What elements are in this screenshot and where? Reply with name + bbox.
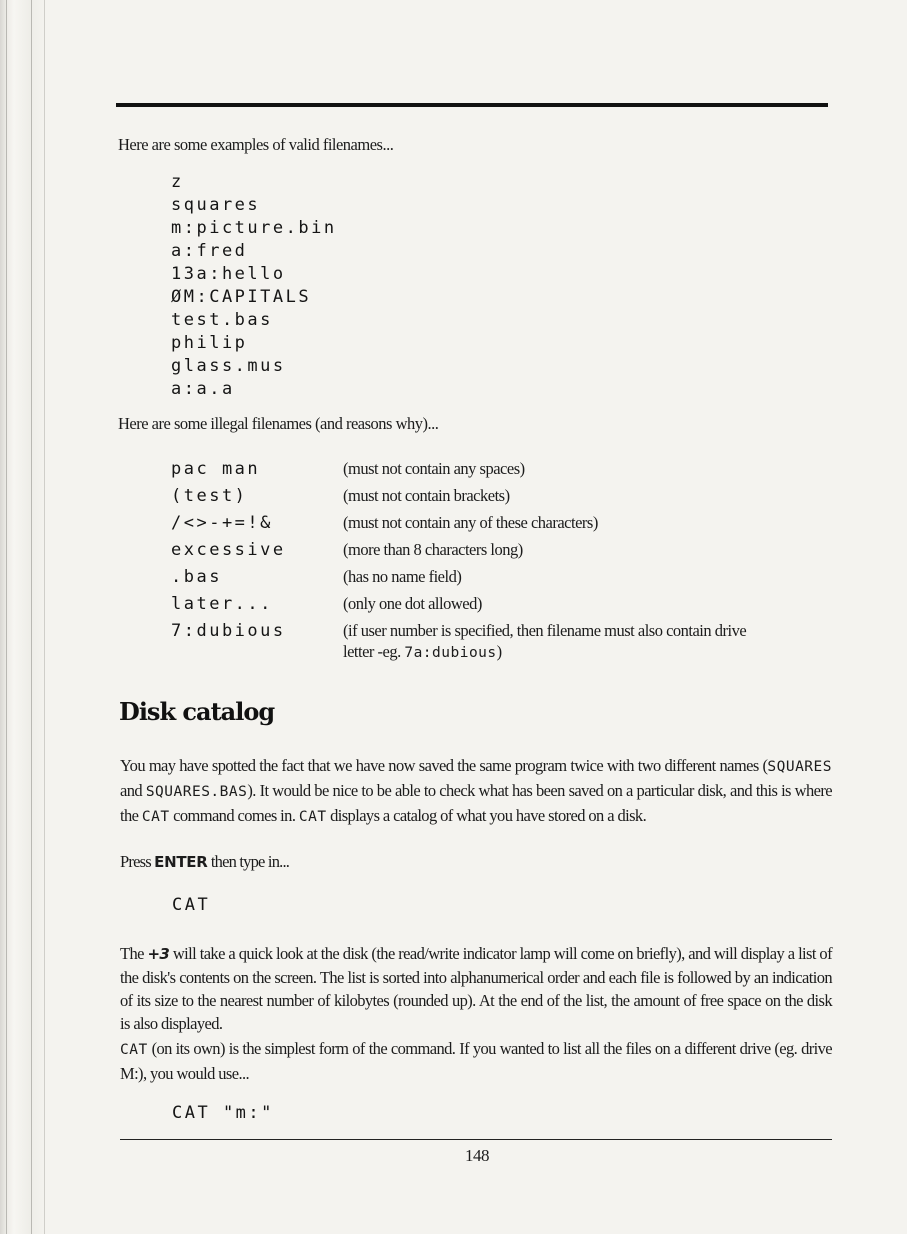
illegal-reason: (more than 8 characters long) [343, 540, 523, 559]
valid-filenames-list [171, 171, 337, 401]
plus3-logo-text: +3 [147, 945, 170, 963]
valid-filename: philip [171, 333, 248, 353]
valid-filename: 13a:hello [171, 264, 286, 284]
illegal-filename: 7:dubious [171, 621, 286, 641]
valid-filename: ØM:CAPITALS [171, 287, 312, 307]
spine-edge-line [44, 0, 45, 1234]
illegal-filename: /<>-+=!& [171, 513, 273, 533]
inline-code: 7a:dubious [404, 645, 497, 661]
header-rule [116, 103, 828, 107]
inline-code: CAT [120, 1042, 148, 1058]
valid-filename: a:fred [171, 241, 248, 261]
book-spine-shadow [0, 0, 46, 1234]
illegal-reason: (only one dot allowed) [343, 594, 482, 613]
inline-code: SQUARES [767, 759, 832, 775]
intro-illegal-filenames: Here are some illegal filenames (and reasons why)... [118, 414, 439, 433]
illegal-filename: excessive [171, 540, 286, 560]
illegal-filename: later... [171, 594, 273, 614]
paragraph-cat-drive: CAT (on its own) is the simplest form of the command. If you wanted to list all the files on a different drive (eg. drive M:), you would use... [120, 1039, 832, 1083]
inline-code: CAT [298, 809, 327, 825]
paragraph-disk-catalog: You may have spotted the fact that we have now saved the same program twice with two different names (SQUARES and SQUARES.BAS). It would be nice to be able to check what has been saved on a particular disk, and this is where the CAT command comes in. CAT displays a catalog of what you have stored on a disk. [120, 756, 832, 825]
spine-edge-line [6, 0, 7, 1234]
illegal-filename: .bas [171, 567, 222, 587]
valid-filename: test.bas [171, 310, 273, 330]
valid-filename: glass.mus [171, 356, 286, 376]
valid-filename: a:a.a [171, 379, 235, 399]
code-example-cat-drive: CAT "m:" [172, 1103, 274, 1123]
section-heading: Disk catalog [119, 697, 275, 726]
illegal-reason: (has no name field) [343, 567, 462, 586]
footer-rule [120, 1139, 832, 1140]
illegal-reason-continuation: letter -eg. 7a:dubious) [343, 642, 502, 661]
valid-filename: squares [171, 195, 261, 215]
page-number: 148 [465, 1146, 489, 1165]
valid-filename: z [171, 172, 184, 192]
inline-code: CAT [141, 809, 170, 825]
paragraph-cat-description: The +3 will take a quick look at the disk (the read/write indicator lamp will come on briefly), and will display a list of the disk's contents on the screen. The list is sorted into alphanumerical order and each file is followed by an indication of its size to the nearest number of kilobytes (rounded up). At the end of the list, the amount of free space on the disk is also displayed. [120, 944, 832, 1033]
press-enter-instruction: Press ENTER then type in... [120, 852, 290, 871]
code-example-cat: CAT [172, 895, 211, 915]
illegal-reason: (must not contain brackets) [343, 486, 510, 505]
spine-edge-line [31, 0, 32, 1234]
enter-key-label: ENTER [154, 853, 208, 871]
inline-code: SQUARES.BAS [145, 784, 248, 800]
intro-valid-filenames: Here are some examples of valid filenames... [118, 135, 394, 154]
valid-filename: m:picture.bin [171, 218, 337, 238]
illegal-reason: (must not contain any of these characters) [343, 513, 598, 532]
illegal-reason: (if user number is specified, then filename must also contain drive [343, 621, 747, 640]
illegal-filename: pac man [171, 459, 261, 479]
illegal-filename: (test) [171, 486, 248, 506]
illegal-reason: (must not contain any spaces) [343, 459, 525, 478]
